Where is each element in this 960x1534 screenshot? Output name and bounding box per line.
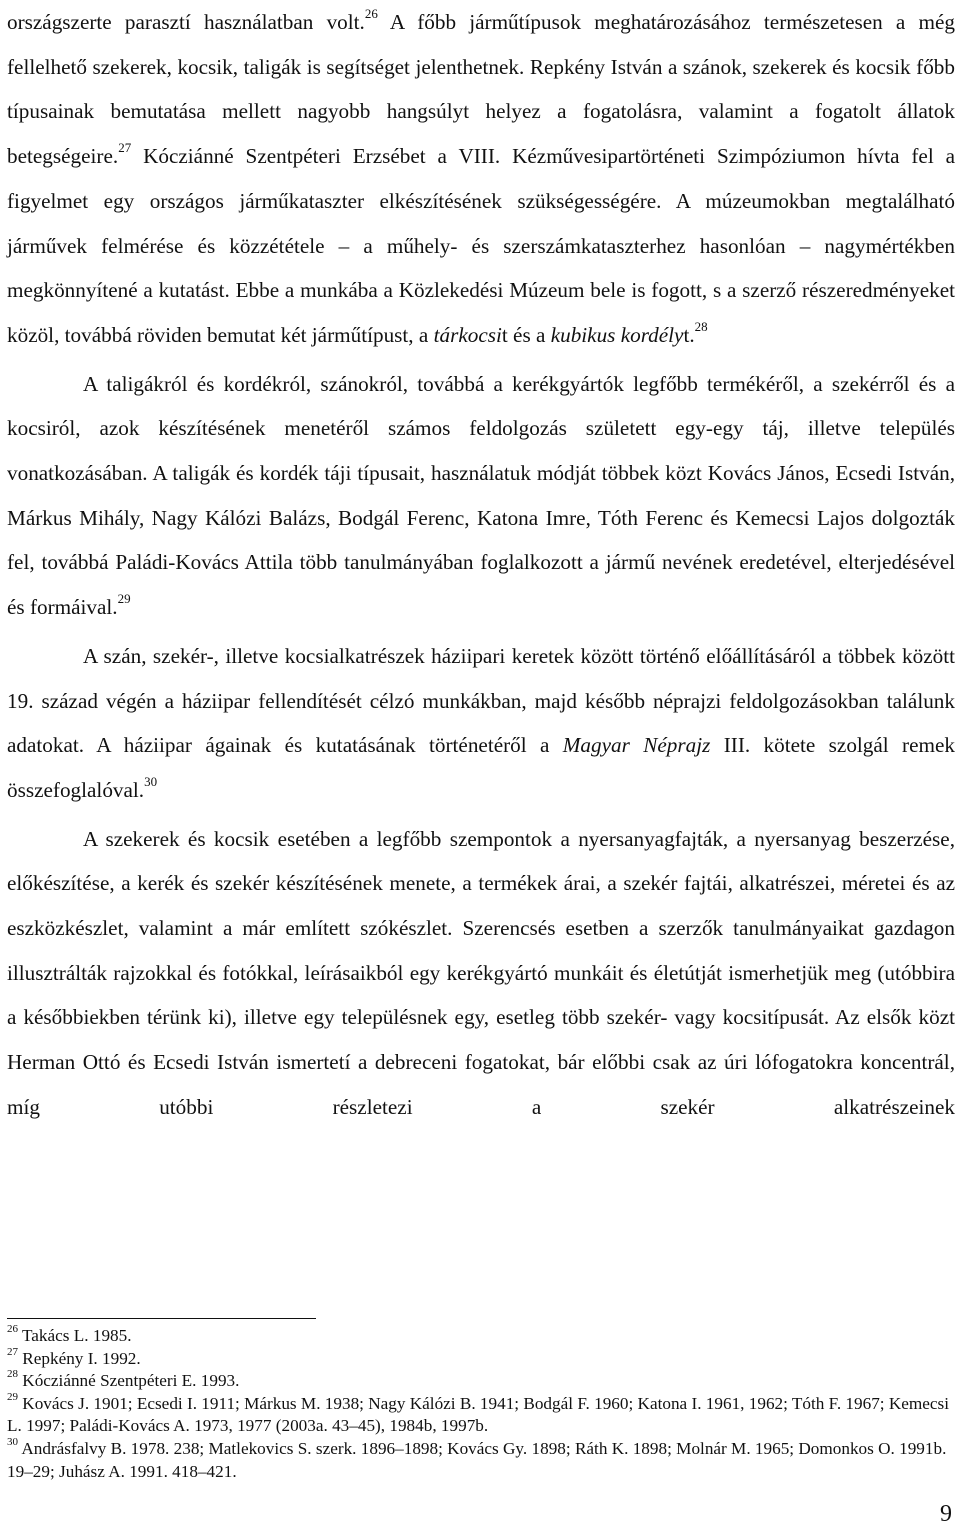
paragraph	[7, 0, 955, 358]
footnote-number: 27	[7, 1345, 18, 1358]
footnote-number: 28	[7, 1368, 18, 1381]
italic-term: tárkocsi	[433, 322, 502, 347]
footnote-text: Takács L. 1985.	[22, 1326, 132, 1345]
footnotes	[7, 1325, 955, 1483]
footnote-text: Kovács J. 1901; Ecsedi I. 1911; Márkus M. 1938; Nagy Kálózi B. 1941; Bodgál F. 1960; Katona I. 1961, 1962; Tóth F. 1967; Kemecsi L. 1997; Paládi-Kovács A. 1973, 1977 (2003a. 43–45), 1984b, 1997b.	[7, 1393, 950, 1436]
paragraph	[7, 362, 955, 630]
text-segment: A taligákról és kordékról, szánokról, továbbá a kerékgyártók legfőbb termékéről, a szekérről és a kocsiról, azok készítésének menetéről számos feldolgozás született egy-egy táj, illetve település vonatkozásában. A taligák és kordék táji típusait, használatuk módját többek közt Kovács János, Ecsedi István, Márkus Mihály, Nagy Kálózi Balázs, Bodgál Ferenc, Katona Imre, Tóth Ferenc és Kemecsi Lajos dolgozták fel, továbbá Paládi-Kovács Attila több tanulmányában foglalkozott a jármű nevének eredetével, elterjedésével és formáival.	[7, 371, 955, 620]
text-segment: III. kötete szolgál remek összefoglalóval.	[7, 733, 955, 802]
text-segment: országszerte parasztí használatban volt.	[7, 10, 365, 34]
footnote-separator	[7, 1318, 316, 1319]
footnote	[7, 1370, 955, 1393]
text-segment: t és a	[501, 322, 551, 347]
text-segment: Kócziánné Szentpéteri Erzsébet a VIII. Kézművesipartörténeti Szimpóziumon hívta fel a figyelmet egy országos járműkataszter elkészítésének szükségességére. A múzeumokban megtalálható járművek felmérése és közzététele – a műhely- és szerszámkataszterhez hasonlóan – nagymértékben megkönnyítené a kutatást. Ebbe a munkába a Közlekedési Múzeum bele is fogott, s a szerző részeredményeket közöl, továbbá röviden bemutat két járműtípust, a	[7, 144, 955, 347]
italic-term: kubikus kordély	[550, 322, 684, 347]
footnote-text: Repkény I. 1992.	[22, 1348, 141, 1368]
page-number: 9	[940, 1501, 952, 1527]
footnote	[7, 1345, 955, 1371]
footnote-number: 26	[7, 1323, 18, 1336]
footnote-number: 30	[7, 1436, 18, 1449]
footnote-ref: 27	[118, 140, 132, 156]
footnote-ref: 28	[694, 318, 708, 334]
footnote	[7, 1325, 955, 1348]
italic-term: Magyar Néprajz	[562, 733, 711, 758]
footnote-text: Andrásfalvy B. 1978. 238; Matlekovics S. szerk. 1896–1898; Kovács Gy. 1898; Ráth K. 1898; Molnár M. 1965; Domonkos O. 1991b. 19–29; Juhász A. 1991. 418–421.	[7, 1438, 947, 1481]
footnote-number: 29	[7, 1391, 18, 1404]
text-segment: t.	[683, 322, 695, 347]
paragraph	[7, 817, 955, 1130]
footnote	[7, 1438, 955, 1483]
paragraph	[7, 634, 955, 813]
footnote-ref: 30	[144, 773, 158, 789]
footnote	[7, 1393, 955, 1438]
footnote-ref: 29	[117, 591, 131, 607]
text-segment: A szán, szekér-, illetve kocsialkatrészek háziipari keretek között történő előállításáról a többek között 19. század végén a háziipar fellendítését célzó munkákban, majd később néprajzi feldolgozásokban találunk adatokat. A háziipar ágainak és kutatásának történetéről a	[7, 643, 955, 758]
footnote-ref: 26	[364, 5, 378, 21]
text-segment: A szekerek és kocsik esetében a legfőbb szempontok a nyersanyagfajták, a nyersanyag beszerzése, előkészítése, a kerék és szekér készítésének menete, a termékek árai, a szekér fajtái, alkatrészei, méretei és az eszközkészlet, valamint a már említett szókészlet. Szerencsés esetben a szerzők tanulmányaikat gazdagon illusztrálták rajzokkal és fotókkal, leírásaikból egy kerékgyártó munkáit és életútját ismerhetjük meg (utóbbira a későbbiekben térünk ki), illetve egy településnek egy, esetleg több szekér- vagy kocsitípusát. Az elsők közt Herman Ottó és Ecsedi István ismertetí a debreceni fogatokat, bár előbbi csak az úri lófogatokra koncentrál, míg utóbbi részletezi a szekér alkatrészeinek	[7, 826, 955, 1119]
body-text	[7, 0, 955, 1130]
text-segment: A főbb járműtípusok meghatározásához természetesen a még fellelhető szekerek, kocsik, taligák is segítséget jelenthetnek. Repkény István a szánok, szekerek és kocsik főbb típusainak bemutatása mellett nagyobb hangsúlyt helyez a fogatolásra, valamint a fogatolt állatok betegségeire.	[7, 10, 955, 169]
footnote-text: Kócziánné Szentpéteri E. 1993.	[22, 1371, 240, 1391]
